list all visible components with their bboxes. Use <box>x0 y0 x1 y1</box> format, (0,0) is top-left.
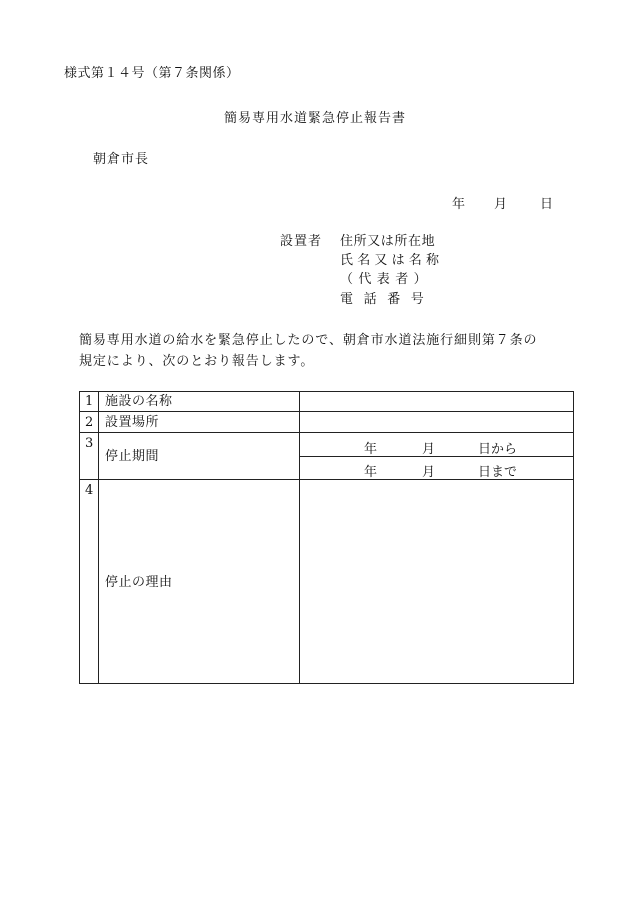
stop-reason-label: 停止の理由 <box>105 575 173 590</box>
date-year-label: 年 <box>452 197 466 212</box>
document-title: 簡易専用水道緊急停止報告書 <box>223 111 406 126</box>
table-num-divider <box>98 391 99 684</box>
installation-location-field[interactable] <box>300 412 573 432</box>
addressee: 朝倉市長 <box>93 152 150 167</box>
reporter-label: 設置者 <box>280 234 323 249</box>
period-from-month: 月 <box>422 442 436 457</box>
stop-period-to-field[interactable] <box>300 457 573 479</box>
report-table <box>79 391 574 684</box>
table-row-number: 4 <box>85 483 94 498</box>
reporter-name-label: 氏名又は名称 <box>340 253 444 268</box>
form-number: 様式第１４号（第７条関係） <box>64 66 240 81</box>
period-to-year: 年 <box>364 465 378 480</box>
reporter-phone-label: 電話番号 <box>340 292 435 307</box>
period-to-month: 月 <box>422 465 436 480</box>
stop-period-from-field[interactable] <box>300 433 573 456</box>
body-text-line-1: 簡易専用水道の給水を緊急停止したので、朝倉市水道法施行細則第７条の <box>79 333 538 348</box>
table-row-number: 1 <box>85 394 94 409</box>
period-from-day: 日から <box>478 442 518 457</box>
stop-reason-field[interactable] <box>300 480 573 683</box>
table-row-number: 2 <box>85 415 94 430</box>
table-border-bottom <box>79 683 574 684</box>
facility-name-field[interactable] <box>300 392 573 411</box>
reporter-address-label: 住所又は所在地 <box>340 234 436 249</box>
stop-period-label: 停止期間 <box>105 449 160 464</box>
reporter-representative-label: （代表者） <box>340 272 433 287</box>
facility-name-label: 施設の名称 <box>105 394 173 409</box>
installation-location-label: 設置場所 <box>105 415 160 430</box>
period-to-day: 日まで <box>478 465 518 480</box>
table-row-number: 3 <box>85 436 94 451</box>
table-border-left <box>79 391 80 684</box>
date-day-label: 日 <box>540 197 554 212</box>
period-from-year: 年 <box>364 442 378 457</box>
body-text-line-2: 規定により、次のとおり報告します。 <box>79 354 315 369</box>
table-border-right <box>573 391 574 684</box>
date-month-label: 月 <box>494 197 508 212</box>
